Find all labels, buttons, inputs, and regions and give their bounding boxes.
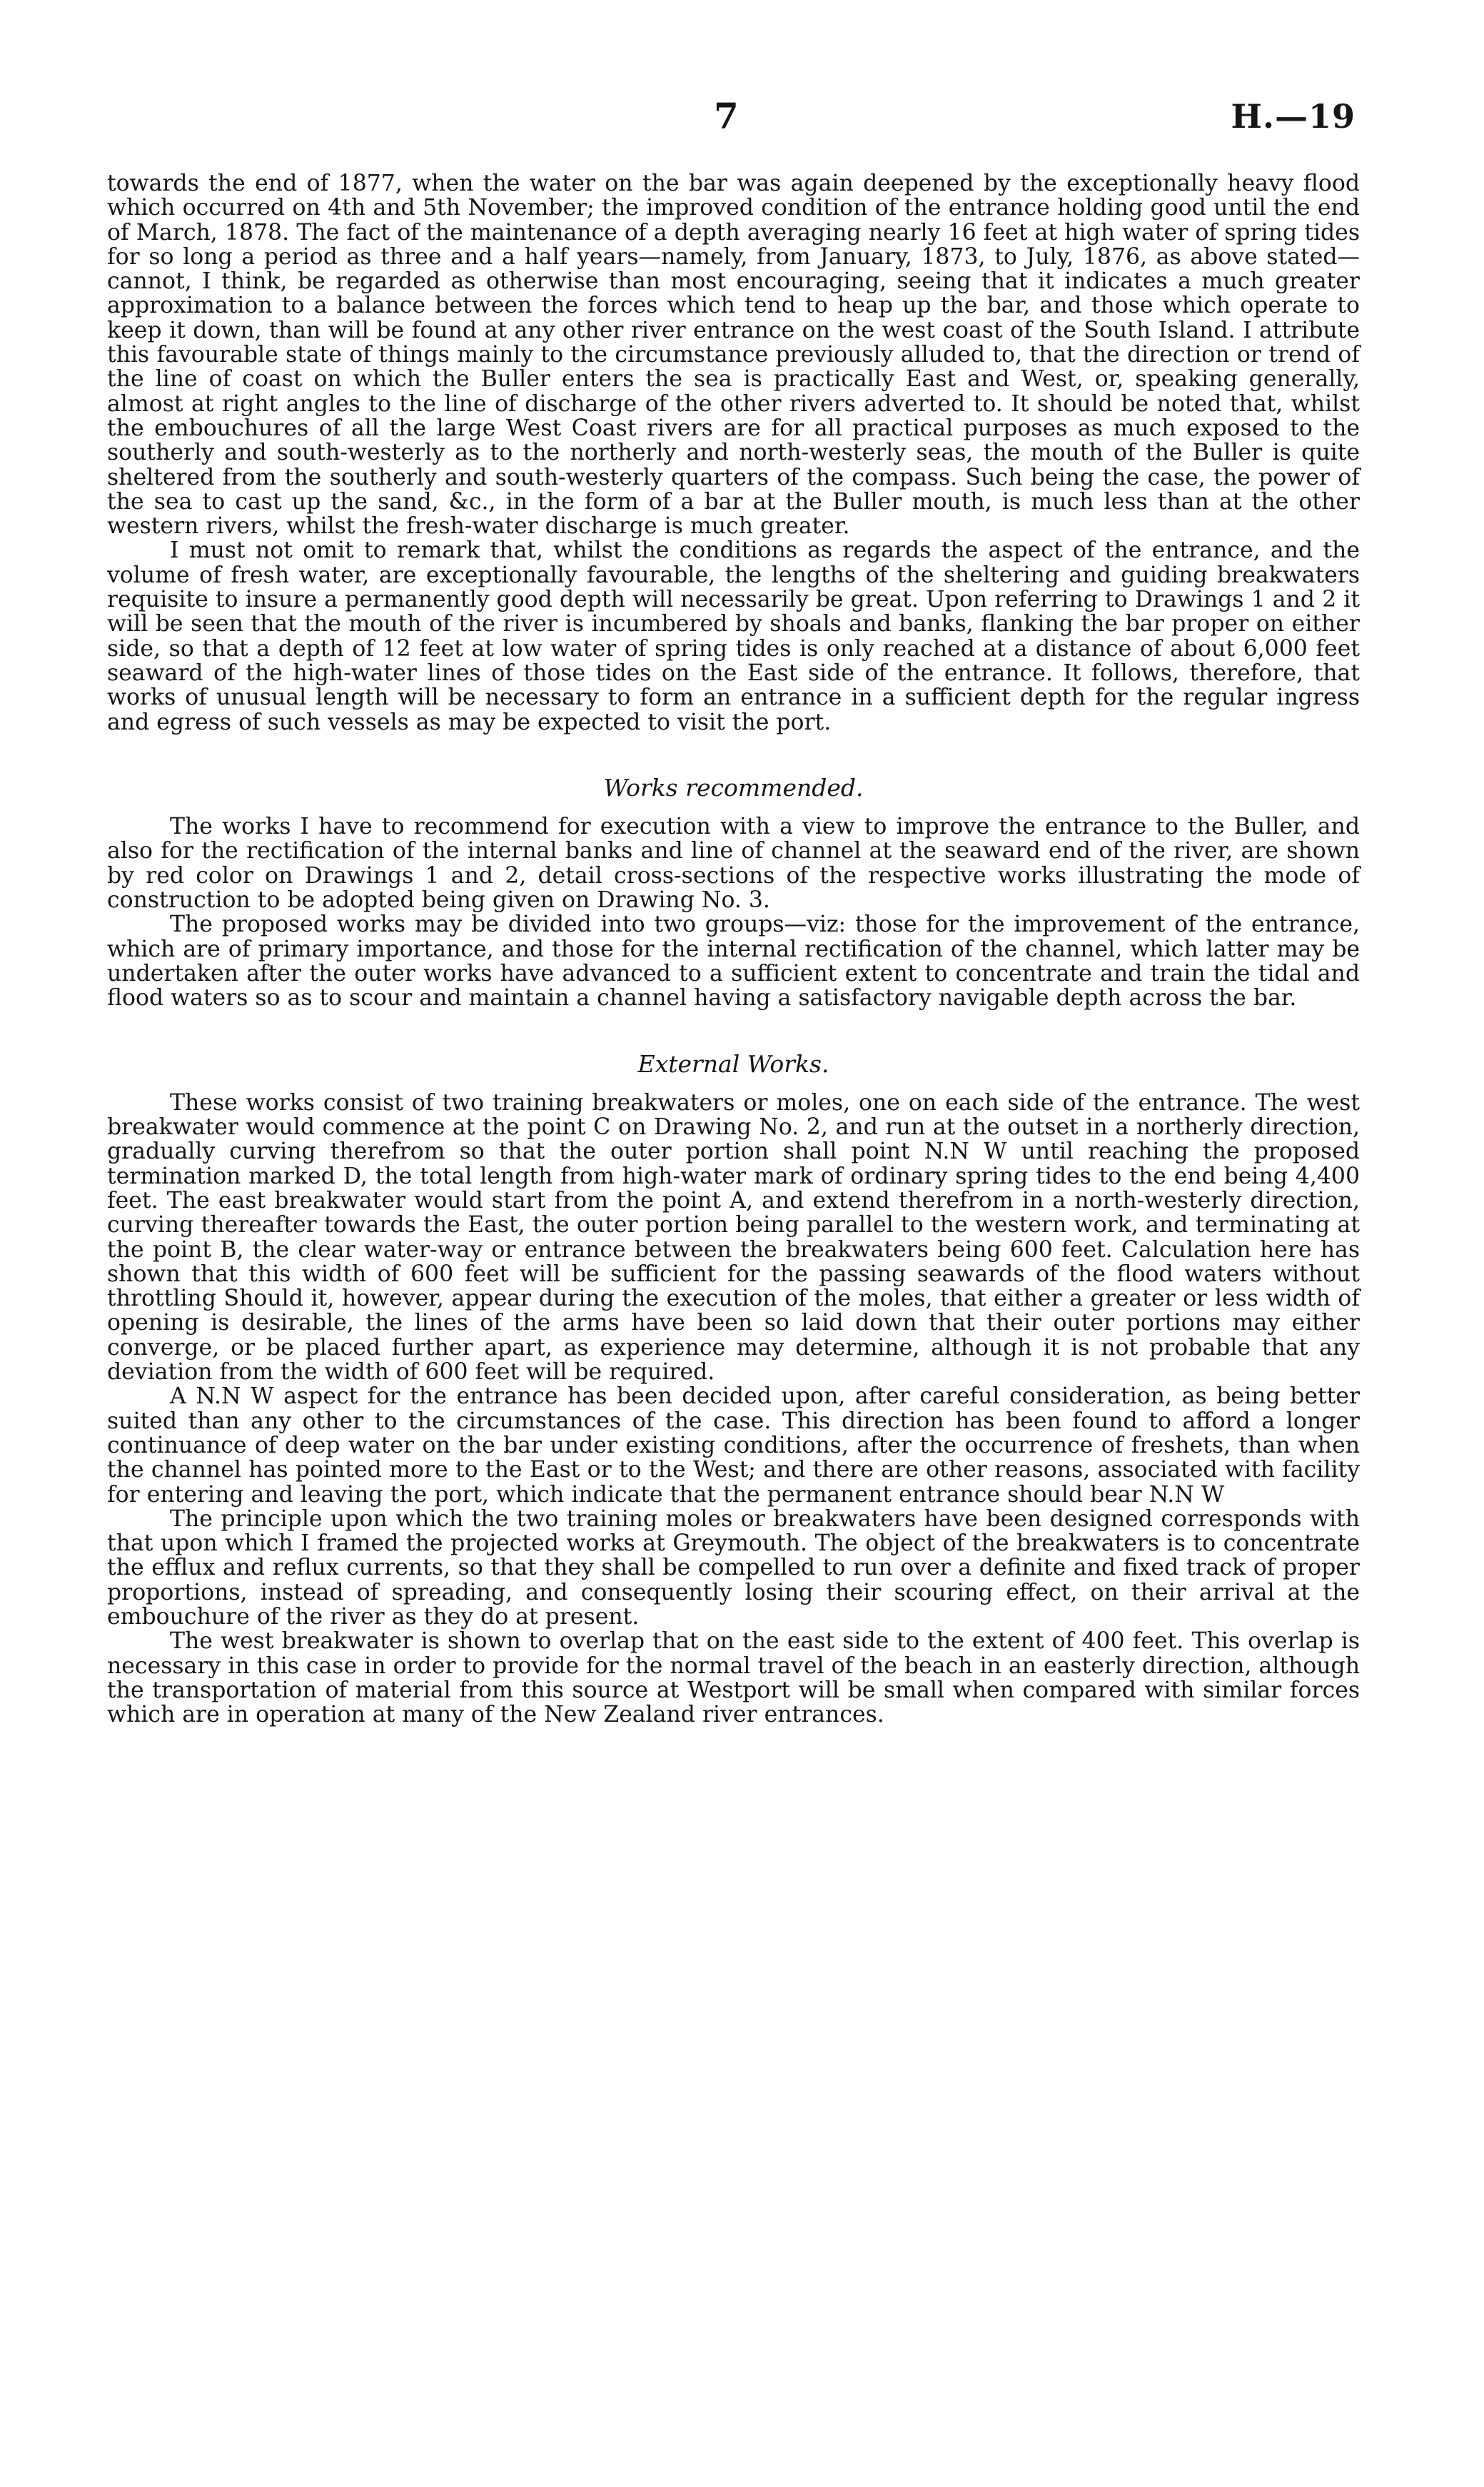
paragraph-breakwater-lengths: I must not omit to remark that, whilst the conditions as regards the aspect of the entrance, and the volume of fresh water, are exceptionally favourable, the lengths of the sheltering and guiding breakwaters requisite to insure a permanently good depth will necessarily be great. Upon referring to Drawings 1 and 2 it will be seen that the mouth of the river is incumbered by shoals and banks, flanking the bar proper on either side, so that a depth of 12 feet at low water of spring tides is only reached at a distance of about 6,000 feet seaward of the high-water lines of those tides on the East side of the entrance. It follows, therefore, that works of unusual length will be necessary to form an entrance in a sufficient depth for the regular ingress and egress of such vessels as may be expected to visit the port. xyxy=(107,538,1360,735)
paragraph-entrance-aspect: A N.N W aspect for the entrance has been decided upon, after careful consideration, as being better suited than any other to the circumstances of the case. This direction has been found to afford a longer continuance of deep water on the bar under existing conditions, after the occurrence of freshets, than when the channel has pointed more to the East or to the West; and there are other reasons, associated with facility for entering and leaving the port, which indicate that the permanent entrance should bear N.N W xyxy=(107,1383,1360,1508)
paragraph-training-breakwaters: These works consist of two training breakwaters or moles, one on each side of the entrance. The west breakwater would commence at the point C on Drawing No. 2, and run at the outset in a northerly direction, gradually curving therefrom so that the outer portion shall point N.N W until reaching the proposed termination marked D, the total length from high-water mark of ordinary spring tides to the end being 4,400 feet. The east breakwater would start from the point A, and extend therefrom in a north-westerly direction, curving thereafter towards the East, the outer portion being parallel to the western work, and terminating at the point B, the clear water-way or entrance between the breakwaters being 600 feet. Calculation here has shown that this width of 600 feet will be sufficient for the passing seawards of the flood waters without throttling Should it, however, appear during the execution of the moles, that either a greater or less width of opening is desirable, the lines of the arms have been so laid down that their outer portions may either converge, or be placed further apart, as experience may determine, although it is not probable that any deviation from the width of 600 feet will be required. xyxy=(107,1089,1360,1386)
heading-works-recommended: Works recommended. xyxy=(603,773,864,802)
body-text xyxy=(107,171,1360,1727)
page-number: 7 xyxy=(714,95,739,137)
paragraph-buller-bar-history: towards the end of 1877, when the water on the bar was again deepened by the exceptionally heavy flood which occurred on 4th and 5th November; the improved condition of the entrance holding good until the end of March, 1878. The fact of the maintenance of a depth averaging nearly 16 feet at high water of spring tides for so long a period as three and a half years—namely, from January, 1873, to July, 1876, as above stated—cannot, I think, be regarded as otherwise than most encouraging, seeing that it indicates a much greater approximation to a balance between the forces which tend to heap up the bar, and those which operate to keep it down, than will be found at any other river entrance on the west coast of the South Island. I attribute this favourable state of things mainly to the circumstance previously alluded to, that the direction or trend of the line of coast on which the Buller enters the sea is practically East and West, or, speaking generally, almost at right angles to the line of discharge of the other rivers adverted to. It should be noted that, whilst the embouchures of all the large West Coast rivers are for all practical purposes as much exposed to the southerly and south-westerly as to the northerly and north-westerly seas, the mouth of the Buller is quite sheltered from the southerly and south-westerly quarters of the compass. Such being the case, the power of the sea to cast up the sand, &c., in the form of a bar at the Buller mouth, is much less than at the other western rivers, whilst the fresh-water discharge is much greater. xyxy=(107,171,1360,540)
paragraph-breakwater-overlap: The west breakwater is shown to overlap that on the east side to the extent of 400 feet. This overlap is necessary in this case in order to provide for the normal travel of the beach in an easterly direction, although the transportation of material from this source at Westport will be small when compared with similar forces which are in operation at many of the New Zealand river entrances. xyxy=(107,1628,1360,1728)
paragraph-design-principle: The principle upon which the two training moles or breakwaters have been designed corresponds with that upon which I framed the projected works at Greymouth. The object of the breakwaters is to concentrate the efflux and reflux currents, so that they shall be compelled to run over a definite and fixed track of proper proportions, instead of spreading, and consequently losing their scouring effect, on their arrival at the embouchure of the river as they do at present. xyxy=(107,1505,1360,1630)
heading-external-works: External Works. xyxy=(637,1049,829,1078)
paragraph-works-groups: The proposed works may be divided into two groups—viz: those for the improvement of the entrance, which are of primary importance, and those for the internal rectification of the channel, which latter may be undertaken after the outer works have advanced to a sufficient extent to concentrate and train the tidal and flood waters so as to scour and maintain a channel having a satisfactory navigable depth across the bar. xyxy=(107,912,1360,1012)
paragraph-works-overview: The works I have to recommend for execution with a view to improve the entrance to the Buller, and also for the rectification of the internal banks and line of channel at the seaward end of the river, are shown by red color on Drawings 1 and 2, detail cross-sections of the respective works illustrating the mode of construction to be adopted being given on Drawing No. 3. xyxy=(107,814,1360,914)
paper-code: H.—19 xyxy=(1231,97,1356,136)
